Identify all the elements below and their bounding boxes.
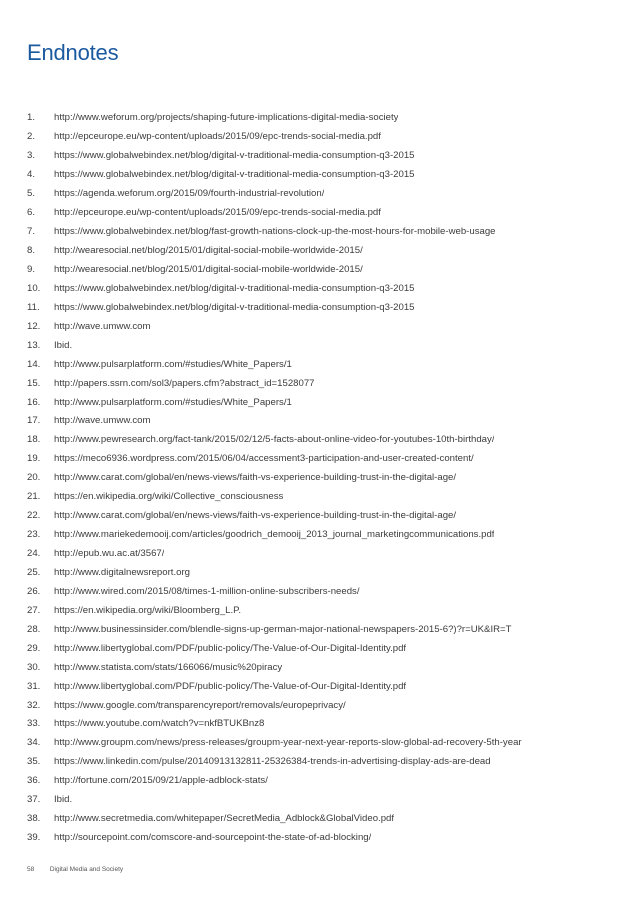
endnotes-list [27,109,627,848]
endnote-item [27,261,627,280]
endnote-item [27,374,627,393]
endnote-item [27,677,627,696]
endnote-item [27,696,627,715]
endnote-number: 28. [27,623,41,635]
endnote-item [27,601,627,620]
endnote-item [27,412,627,431]
endnote-link[interactable]: http://wave.umww.com [54,415,151,427]
endnote-item [27,431,627,450]
endnote-number: 4. [27,169,36,181]
endnote-link[interactable]: https://agenda.weforum.org/2015/09/fourth-industrial-revolution/ [54,188,325,200]
endnote-item [27,734,627,753]
endnote-item [27,450,627,469]
endnote-number: 18. [27,434,41,446]
endnote-number: 12. [27,320,41,332]
endnote-number: 29. [27,642,41,654]
endnote-number: 23. [27,529,41,541]
endnote-number: 8. [27,245,36,257]
endnote-item [27,109,627,128]
endnote-link[interactable]: http://www.pulsarplatform.com/#studies/White_Papers/1 [54,358,292,370]
endnote-number: 21. [27,491,41,503]
endnote-item [27,393,627,412]
endnote-link[interactable]: http://www.statista.com/stats/166066/music%20piracy [54,661,283,673]
endnote-number: 10. [27,282,41,294]
endnote-link[interactable]: http://sourcepoint.com/comscore-and-sourcepoint-the-state-of-ad-blocking/ [54,832,372,844]
endnote-number: 27. [27,604,41,616]
endnote-link[interactable]: https://www.globalwebindex.net/blog/digital-v-traditional-media-consumption-q3-2015 [54,301,415,313]
endnote-number: 30. [27,661,41,673]
page-number: 58 [27,866,35,873]
endnote-item [27,620,627,639]
endnote-link[interactable]: https://www.linkedin.com/pulse/20140913132811-25326384-trends-in-advertising-display-ads-are-dead [54,756,491,768]
endnote-item [27,791,627,810]
endnote-link[interactable]: http://www.secretmedia.com/whitepaper/SecretMedia_Adblock&GlobalVideo.pdf [54,813,395,825]
endnote-number: 25. [27,566,41,578]
endnote-link[interactable]: https://www.globalwebindex.net/blog/digital-v-traditional-media-consumption-q3-2015 [54,282,415,294]
endnote-number: 20. [27,472,41,484]
endnote-number: 5. [27,188,36,200]
endnote-link[interactable]: http://www.weforum.org/projects/shaping-future-implications-digital-media-society [54,112,399,124]
endnote-link[interactable]: https://www.globalwebindex.net/blog/digital-v-traditional-media-consumption-q3-2015 [54,169,415,181]
endnote-link[interactable]: http://www.mariekedemooij.com/articles/goodrich_demooij_2013_journal_marketingcommunications.pdf [54,529,495,541]
endnote-link[interactable]: https://en.wikipedia.org/wiki/Collective_consciousness [54,491,284,503]
endnote-number: 34. [27,737,41,749]
endnote-item [27,128,627,147]
endnote-link[interactable]: http://fortune.com/2015/09/21/apple-adblock-stats/ [54,775,268,787]
endnote-number: 33. [27,718,41,730]
endnote-number: 15. [27,377,41,389]
endnote-item [27,545,627,564]
endnote-item [27,582,627,601]
page-footer [27,866,123,873]
endnote-text: Ibid. [54,794,73,806]
endnote-number: 32. [27,699,41,711]
endnote-link[interactable]: https://www.google.com/transparencyreport/removals/europeprivacy/ [54,699,346,711]
endnote-item [27,355,627,374]
endnote-link[interactable]: http://papers.ssrn.com/sol3/papers.cfm?abstract_id=1528077 [54,377,315,389]
endnote-link[interactable]: http://www.wired.com/2015/08/times-1-million-online-subscribers-needs/ [54,585,360,597]
endnote-link[interactable]: http://wave.umww.com [54,320,151,332]
endnote-item [27,564,627,583]
endnote-number: 6. [27,207,36,219]
endnote-link[interactable]: https://meco6936.wordpress.com/2015/06/04/accessment3-participation-and-user-created-content/ [54,453,474,465]
endnote-link[interactable]: http://www.pewresearch.org/fact-tank/2015/02/12/5-facts-about-online-video-for-youtubes-10th-birthday/ [54,434,495,446]
endnote-number: 35. [27,756,41,768]
endnote-item [27,242,627,261]
endnote-number: 22. [27,510,41,522]
endnote-item [27,166,627,185]
endnote-link[interactable]: https://www.globalwebindex.net/blog/digital-v-traditional-media-consumption-q3-2015 [54,150,415,162]
endnote-link[interactable]: http://epub.wu.ac.at/3567/ [54,548,165,560]
endnote-item [27,317,627,336]
endnote-link[interactable]: http://epceurope.eu/wp-content/uploads/2015/09/epc-trends-social-media.pdf [54,207,381,219]
endnote-item [27,715,627,734]
endnote-item [27,658,627,677]
endnote-link[interactable]: http://www.carat.com/global/en/news-views/faith-vs-experience-building-trust-in-the-digital-age/ [54,510,457,522]
endnote-link[interactable]: http://wearesocial.net/blog/2015/01/digital-social-mobile-worldwide-2015/ [54,245,363,257]
publication-title: Digital Media and Society [49,866,124,873]
endnote-link[interactable]: https://www.globalwebindex.net/blog/fast-growth-nations-clock-up-the-most-hours-for-mobile-web-usage [54,226,496,238]
endnote-link[interactable]: http://www.digitalnewsreport.org [54,566,190,578]
endnote-item [27,223,627,242]
endnote-item [27,298,627,317]
endnote-item [27,639,627,658]
endnote-item [27,507,627,526]
endnote-number: 11. [27,301,40,313]
endnote-link[interactable]: http://epceurope.eu/wp-content/uploads/2015/09/epc-trends-social-media.pdf [54,131,381,143]
endnote-number: 7. [27,226,36,238]
endnote-item [27,336,627,355]
endnote-number: 39. [27,832,41,844]
endnote-number: 36. [27,775,41,787]
endnote-number: 1. [27,112,36,124]
endnote-link[interactable]: http://www.carat.com/global/en/news-views/faith-vs-experience-building-trust-in-the-digital-age/ [54,472,457,484]
endnote-item [27,204,627,223]
endnote-number: 13. [27,339,41,351]
endnote-number: 19. [27,453,41,465]
page-title: Endnotes [27,40,119,65]
endnote-number: 37. [27,794,41,806]
endnote-number: 9. [27,263,36,275]
endnote-number: 17. [27,415,41,427]
endnote-link[interactable]: http://wearesocial.net/blog/2015/01/digital-social-mobile-worldwide-2015/ [54,263,363,275]
endnote-number: 24. [27,548,41,560]
endnote-item [27,147,627,166]
endnote-item [27,488,627,507]
endnote-number: 26. [27,585,41,597]
endnote-link[interactable]: https://www.youtube.com/watch?v=nkfBTUKBnz8 [54,718,265,730]
endnote-item [27,526,627,545]
endnote-number: 3. [27,150,36,162]
endnote-link[interactable]: http://www.libertyglobal.com/PDF/public-policy/The-Value-of-Our-Digital-Identity.pdf [54,642,407,654]
endnote-link[interactable]: http://www.businessinsider.com/blendle-signs-up-german-major-national-newspapers-2015-6?)?r=UK&IR=T [54,623,512,635]
endnote-item [27,279,627,298]
endnote-item [27,829,627,848]
endnote-item [27,810,627,829]
endnote-number: 14. [27,358,41,370]
endnote-item [27,185,627,204]
endnote-number: 38. [27,813,41,825]
endnote-link[interactable]: http://www.pulsarplatform.com/#studies/White_Papers/1 [54,396,292,408]
endnote-link[interactable]: http://www.groupm.com/news/press-releases/groupm-year-next-year-reports-slow-global-ad-recovery-5th-year [54,737,522,749]
endnote-link[interactable]: http://www.libertyglobal.com/PDF/public-policy/The-Value-of-Our-Digital-Identity.pdf [54,680,407,692]
endnote-number: 2. [27,131,36,143]
endnote-item [27,753,627,772]
endnote-link[interactable]: https://en.wikipedia.org/wiki/Bloomberg_L.P. [54,604,242,616]
endnote-item [27,772,627,791]
endnote-item [27,469,627,488]
endnote-number: 16. [27,396,41,408]
endnote-number: 31. [27,680,41,692]
endnote-text: Ibid. [54,339,73,351]
